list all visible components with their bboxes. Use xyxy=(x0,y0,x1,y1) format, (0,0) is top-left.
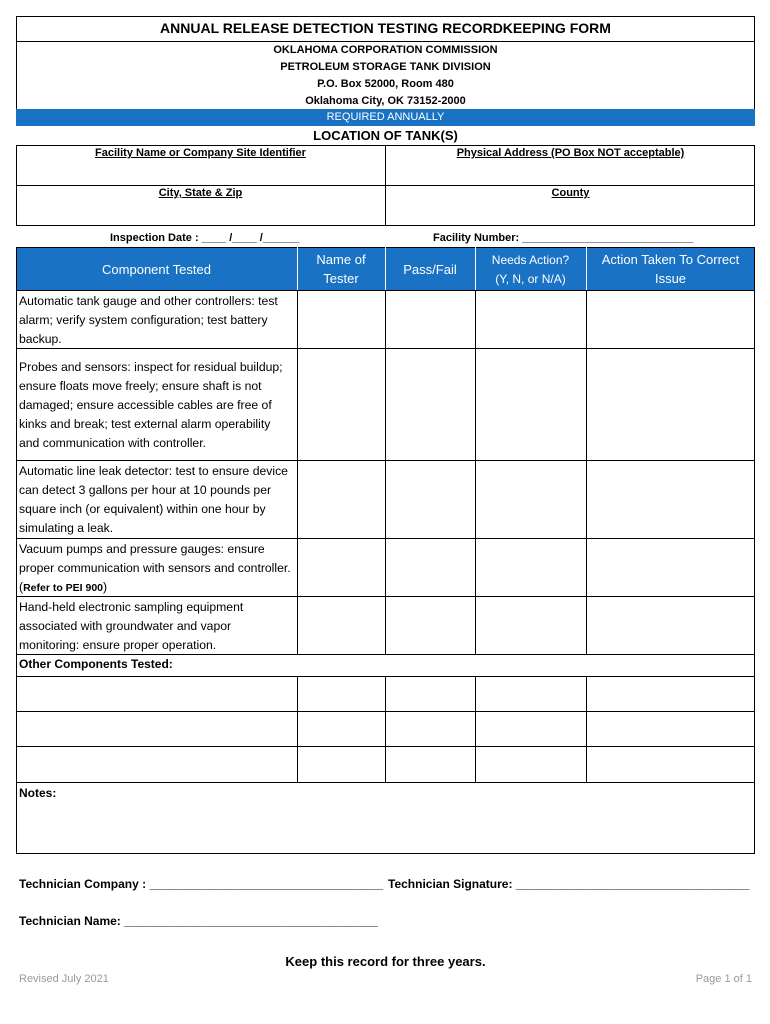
col-needs-action-line1: Needs Action? xyxy=(491,253,570,267)
col-needs-action-line2: (Y, N, or N/A) xyxy=(495,272,566,286)
keep-record-note: Keep this record for three years. xyxy=(285,954,486,969)
city-state-zip-label: City, State & Zip xyxy=(158,187,243,199)
agency-line-1: OKLAHOMA CORPORATION COMMISSION xyxy=(273,44,498,56)
other-components-label: Other Components Tested: xyxy=(19,657,173,671)
agency-line-2: PETROLEUM STORAGE TANK DIVISION xyxy=(280,61,491,73)
county-label: County xyxy=(551,187,590,199)
agency-line-3: P.O. Box 52000, Room 480 xyxy=(317,78,454,90)
required-annually-banner: REQUIRED ANNUALLY xyxy=(16,109,755,126)
physical-address-field[interactable] xyxy=(386,160,754,184)
component-row-probes: Probes and sensors: inspect for residual buildup; ensure floats move freely; ensure shaft is not damaged; ensure accessible cables are free of kinks and break; test external alarm operability and communication with controller. xyxy=(19,360,283,450)
col-pass-fail: Pass/Fail xyxy=(403,262,457,277)
component-row-alld: Automatic line leak detector: test to ensure device can detect 3 gallons per hour at 10 pounds per square inch (or equivalent) within one hour by simulating a leak. xyxy=(19,464,288,535)
component-row-vacuum-text: Vacuum pumps and pressure gauges: ensure proper communication with sensors and controller. ( xyxy=(19,542,291,594)
notes-field[interactable] xyxy=(17,802,754,853)
col-action-taken-line1: Action Taken To Correct xyxy=(601,252,740,267)
pei-reference-close: ) xyxy=(103,580,108,594)
tester-cell-atg[interactable] xyxy=(298,291,384,347)
location-heading: LOCATION OF TANK(S) xyxy=(313,128,458,143)
facility-number-label[interactable]: Facility Number: ____________________________ xyxy=(433,232,694,244)
facility-name-field[interactable] xyxy=(17,160,384,184)
form-title: ANNUAL RELEASE DETECTION TESTING RECORDKEEPING FORM xyxy=(160,20,611,36)
inspection-date-label[interactable]: Inspection Date : ____ /____ /______ xyxy=(110,232,300,244)
technician-company-field[interactable]: Technician Company : ___________________________________ xyxy=(19,877,384,891)
component-row-vacuum xyxy=(16,538,297,596)
agency-line-4: Oklahoma City, OK 73152-2000 xyxy=(305,95,466,107)
notes-label: Notes: xyxy=(19,786,57,800)
other-component-row[interactable] xyxy=(17,712,296,745)
component-row-atg: Automatic tank gauge and other controllers: test alarm; verify system configuration; test battery backup. xyxy=(19,294,278,346)
action-taken-cell-atg[interactable] xyxy=(587,291,754,347)
component-row-handheld: Hand-held electronic sampling equipment associated with groundwater and vapor monitoring: ensure proper operation. xyxy=(19,600,244,652)
county-field[interactable] xyxy=(386,200,754,224)
facility-name-label: Facility Name or Company Site Identifier xyxy=(95,147,306,159)
other-component-row[interactable] xyxy=(17,677,296,710)
col-name-of-tester-line2: Tester xyxy=(323,271,359,286)
col-action-taken-line2: Issue xyxy=(654,271,687,286)
col-component-tested: Component Tested xyxy=(102,262,211,277)
col-name-of-tester-line1: Name of xyxy=(316,252,366,267)
technician-signature-field[interactable]: Technician Signature: ___________________________________ xyxy=(388,877,750,891)
revised-date: Revised July 2021 xyxy=(19,973,109,985)
needs-action-cell-atg[interactable] xyxy=(476,291,585,347)
technician-name-field[interactable]: Technician Name: ______________________________________ xyxy=(19,914,378,928)
other-component-row[interactable] xyxy=(17,747,296,781)
page-number: Page 1 of 1 xyxy=(695,973,752,985)
pei-reference: Refer to PEI 900 xyxy=(23,582,104,594)
physical-address-label: Physical Address (PO Box NOT acceptable) xyxy=(456,147,685,159)
city-state-zip-field[interactable] xyxy=(17,200,384,224)
pass-fail-cell-atg[interactable] xyxy=(386,291,474,347)
